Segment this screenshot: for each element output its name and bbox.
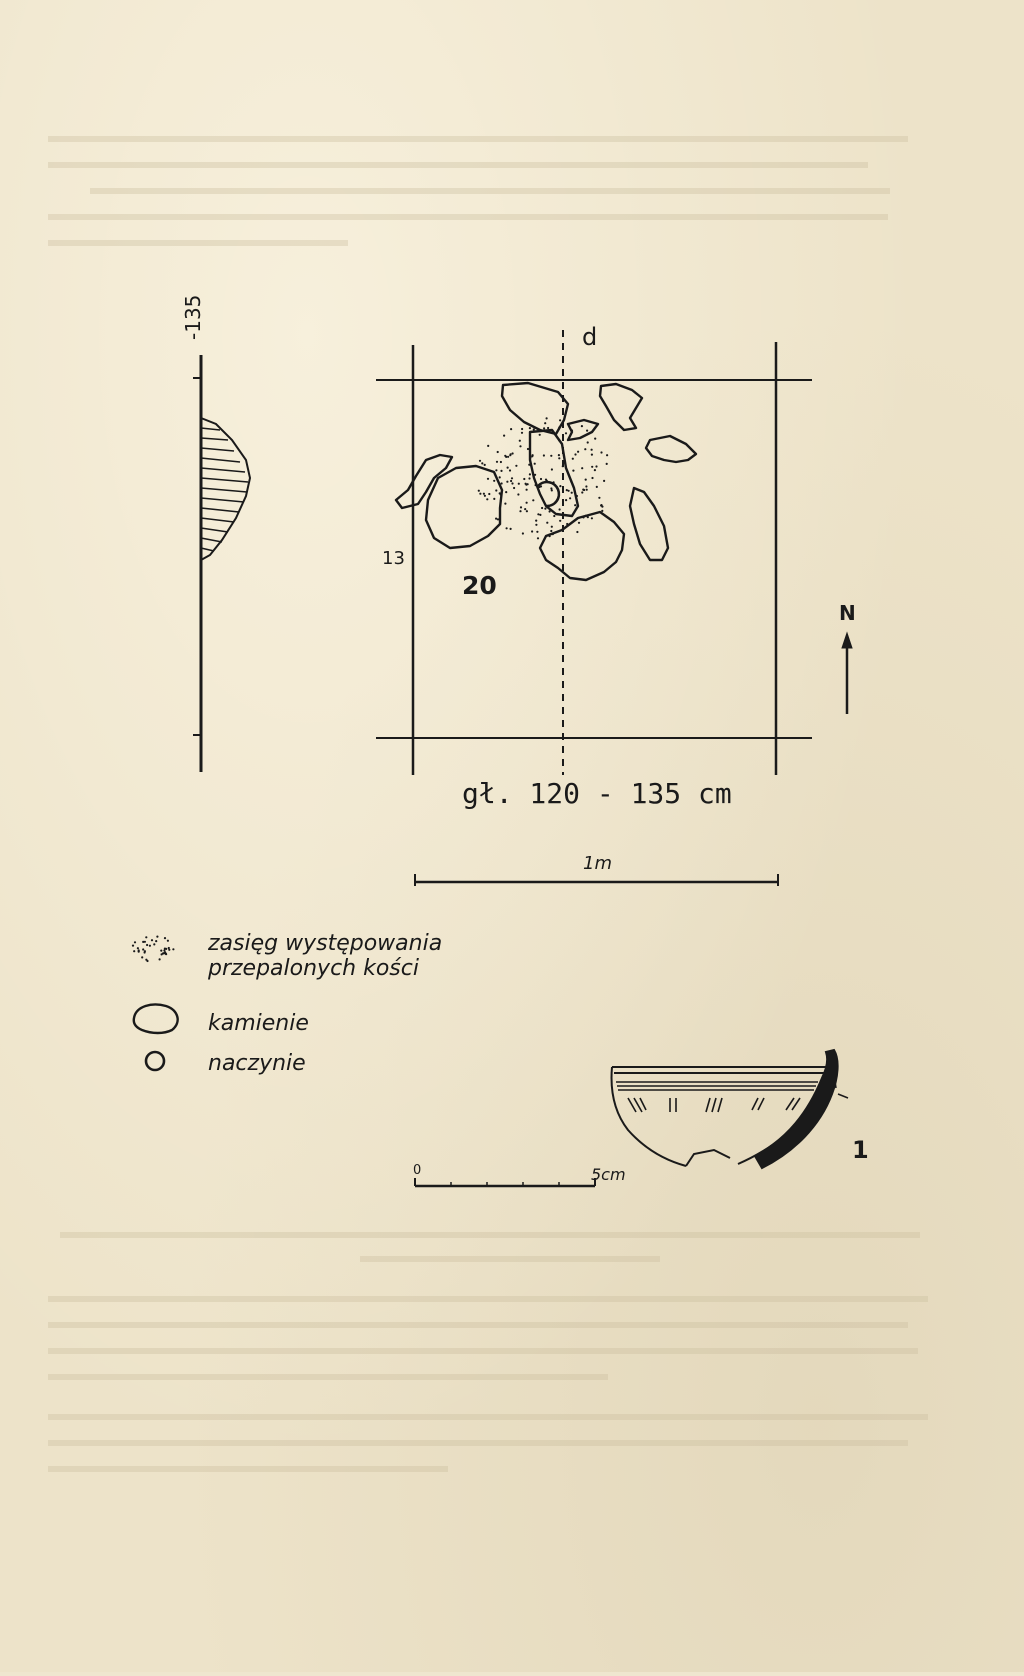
stone-6 xyxy=(396,455,452,508)
stipple-dot xyxy=(529,427,531,429)
stipple-dot xyxy=(487,478,489,480)
stipple-dot xyxy=(159,958,161,960)
stipple-dot xyxy=(594,438,596,440)
stipple-dot xyxy=(164,948,166,950)
stipple-dot xyxy=(586,489,588,491)
stipple-dot xyxy=(544,422,546,424)
stipple-dot xyxy=(511,452,513,454)
stipple-dot xyxy=(519,440,521,442)
stipple-dot xyxy=(137,947,139,949)
section-depth-label: -135 xyxy=(181,294,205,340)
stipple-dot xyxy=(519,510,521,512)
stipple-dot xyxy=(578,522,580,524)
find-scale-label: 5cm xyxy=(591,1165,626,1184)
find-number: 1 xyxy=(852,1136,869,1164)
stipple-dot xyxy=(164,937,166,939)
stipple-dot xyxy=(574,504,576,506)
stipple-dot xyxy=(146,944,148,946)
stipple-dot xyxy=(591,454,593,456)
north-arrow-icon xyxy=(842,633,852,714)
stipple-dot xyxy=(535,520,537,522)
stipple-dot xyxy=(540,478,542,480)
stipple-dot xyxy=(497,518,499,520)
legend xyxy=(132,931,442,1076)
stipple-dot xyxy=(571,492,573,494)
stipple-dot xyxy=(515,465,517,467)
depth-caption: gł. 120 - 135 cm xyxy=(462,777,732,810)
stipple-dot xyxy=(572,470,574,472)
stipple-dot xyxy=(493,480,495,482)
stipple-dot xyxy=(504,455,506,457)
stipple-dot xyxy=(606,463,608,465)
stipple-dot xyxy=(510,480,512,482)
find-scale-zero: 0 xyxy=(413,1163,422,1178)
stipple-dot xyxy=(562,465,564,467)
stipple-dot xyxy=(496,461,498,463)
stipple-dot xyxy=(603,480,605,482)
stipple-dot xyxy=(520,506,522,508)
stipple-dot xyxy=(565,432,567,434)
stipple-dot xyxy=(486,498,488,500)
stipple-dot xyxy=(553,515,555,517)
stipple-dot xyxy=(585,485,587,487)
stipple-dot xyxy=(576,531,578,533)
stipple-dot xyxy=(537,537,539,539)
section-profile xyxy=(193,355,250,772)
stipple-dot xyxy=(497,451,499,453)
stone-7 xyxy=(426,466,502,548)
plan-scale-label: 1m xyxy=(583,853,612,874)
stipple-dot xyxy=(504,503,506,505)
stipple-dot xyxy=(547,427,549,429)
stipple-dot xyxy=(584,448,586,450)
plan-grid xyxy=(376,330,812,775)
stipple-dot xyxy=(167,940,169,942)
stipple-dot xyxy=(577,451,579,453)
stipple-dot xyxy=(505,491,507,493)
stipple-dot xyxy=(161,953,163,955)
stipple-dot xyxy=(600,451,602,453)
stipple-dot xyxy=(513,487,515,489)
stipple-dot xyxy=(523,478,525,480)
stipple-dot xyxy=(500,461,502,463)
bleed-through-bottom xyxy=(48,1232,928,1472)
legend-bones-line2: przepalonych kości xyxy=(208,956,419,981)
stipple-dot xyxy=(586,430,588,432)
stipple-dot xyxy=(138,951,140,953)
stipple-dot xyxy=(144,951,146,953)
feature-number: 20 xyxy=(462,571,497,600)
stipple-dot xyxy=(591,449,593,451)
stipple-dot xyxy=(581,467,583,469)
stipple-dot xyxy=(536,531,538,533)
stipple-dot xyxy=(566,489,568,491)
stipple-dot xyxy=(529,473,531,475)
stipple-dot xyxy=(142,941,144,943)
stipple-dot xyxy=(484,464,486,466)
stone-legend-icon xyxy=(134,1005,178,1034)
stipple-dot xyxy=(507,456,509,458)
stipple-dot xyxy=(543,454,545,456)
stipple-dot xyxy=(574,453,576,455)
stipple-dot xyxy=(145,936,147,938)
stipple-dot xyxy=(591,517,593,519)
stipple-dot xyxy=(526,510,528,512)
stipple-dot xyxy=(149,945,151,947)
stipple-dot xyxy=(525,484,527,486)
stone-5 xyxy=(646,436,696,462)
plan-scale-bar xyxy=(415,874,778,886)
stipple-dot xyxy=(501,482,503,484)
grid-row-label: 13 xyxy=(382,548,405,569)
stipple-dot xyxy=(532,454,534,456)
stipple-dot xyxy=(535,524,537,526)
stipple-dot xyxy=(582,489,584,491)
stone-2 xyxy=(600,384,642,430)
stipple-dot xyxy=(484,495,486,497)
find-scale-bar xyxy=(415,1178,595,1186)
stipple-dot xyxy=(151,939,153,941)
stipple-dot xyxy=(551,489,553,491)
stipple-dot xyxy=(532,499,534,501)
stipple-dot xyxy=(519,445,521,447)
stipple-dot xyxy=(539,514,541,516)
stipple-dot xyxy=(168,949,170,951)
stipple-dot xyxy=(488,493,490,495)
stipple-dot xyxy=(506,481,508,483)
stipple-dot xyxy=(587,441,589,443)
stipple-dot xyxy=(487,445,489,447)
stipple-dot xyxy=(528,477,530,479)
vessel-legend-icon xyxy=(146,1052,164,1070)
stipple-dot xyxy=(533,428,535,430)
stipple-dot xyxy=(142,948,144,950)
stipple-dot xyxy=(526,489,528,491)
stipple-dot xyxy=(507,467,509,469)
stone-9 xyxy=(540,512,624,580)
grid-line-label: d xyxy=(582,323,598,351)
stipple-dot xyxy=(521,428,523,430)
stipple-dot xyxy=(559,508,561,510)
stipple-dot xyxy=(591,466,593,468)
stipple-dot xyxy=(539,434,541,436)
legend-stones: kamienie xyxy=(208,1011,309,1036)
stipple-dot xyxy=(481,462,483,464)
legend-bones-line1: zasięg występowania xyxy=(208,931,443,956)
stipple-dot xyxy=(500,470,502,472)
stipple-dot xyxy=(596,486,598,488)
stipple-dot xyxy=(558,457,560,459)
stipple-dot xyxy=(550,530,552,532)
stipple-dot xyxy=(503,435,505,437)
stipple-dot xyxy=(550,455,552,457)
bleed-through-top xyxy=(48,136,908,246)
stipple-dot xyxy=(558,454,560,456)
stipple-dot xyxy=(145,959,147,961)
stipple-dot xyxy=(510,528,512,530)
stipple-dot xyxy=(511,477,513,479)
stipple-dot xyxy=(517,493,519,495)
stipple-dot xyxy=(594,469,596,471)
stipple-dot xyxy=(483,493,485,495)
north-label: N xyxy=(839,601,856,625)
stipple-dot xyxy=(544,508,546,510)
stipple-dot xyxy=(534,463,536,465)
stipple-dot xyxy=(132,945,134,947)
stipple-dot xyxy=(160,950,162,952)
stipple-dot xyxy=(495,518,497,520)
stipple-dot xyxy=(551,468,553,470)
stipple-dot xyxy=(521,432,523,434)
stipple-dot xyxy=(559,485,561,487)
stipple-dot xyxy=(551,526,553,528)
stipple-dot xyxy=(541,507,543,509)
stipple-dot xyxy=(495,469,497,471)
stipple-dot xyxy=(518,483,520,485)
stipple-dot xyxy=(493,498,495,500)
stipple-dot xyxy=(595,465,597,467)
bones-legend-icon xyxy=(132,936,175,963)
stipple-dot xyxy=(495,489,497,491)
stipple-dot xyxy=(141,956,143,958)
stipple-dot xyxy=(543,427,545,429)
stipple-dot xyxy=(526,502,528,504)
stipple-dot xyxy=(531,530,533,532)
stipple-dot xyxy=(550,487,552,489)
stipple-dot xyxy=(522,532,524,534)
stipple-dot xyxy=(509,469,511,471)
stipple-dot xyxy=(499,476,501,478)
stipple-dot xyxy=(172,948,174,950)
stipple-dot xyxy=(511,482,513,484)
stipple-dot xyxy=(509,454,511,456)
stipple-dot xyxy=(478,490,480,492)
stipple-dot xyxy=(165,953,167,955)
pottery-drawing xyxy=(612,1050,848,1168)
stipple-dot xyxy=(153,943,155,945)
legend-vessel: naczynie xyxy=(208,1051,306,1076)
stipple-dot xyxy=(163,949,165,951)
stipple-dot xyxy=(591,477,593,479)
stipple-dot xyxy=(479,460,481,462)
stipple-dot xyxy=(546,522,548,524)
stipple-dot xyxy=(479,493,481,495)
stipple-dot xyxy=(156,936,158,938)
stipple-dot xyxy=(506,527,508,529)
stipple-dot xyxy=(155,940,157,942)
stipple-dot xyxy=(565,499,567,501)
stipple-dot xyxy=(524,508,526,510)
stipple-dot xyxy=(572,458,574,460)
stipple-dot xyxy=(527,448,529,450)
stipple-dot xyxy=(510,428,512,430)
stipple-dot xyxy=(569,497,571,499)
stipple-dot xyxy=(559,520,561,522)
stipple-dot xyxy=(600,504,602,506)
stipple-dot xyxy=(581,491,583,493)
stipple-dot xyxy=(581,425,583,427)
stipple-dot xyxy=(559,419,561,421)
stipple-dot xyxy=(606,454,608,456)
stipple-dot xyxy=(546,417,548,419)
stone-8 xyxy=(630,488,668,560)
stipple-dot xyxy=(598,497,600,499)
stipple-dot xyxy=(585,479,587,481)
stone-1 xyxy=(502,383,568,434)
stipple-dot xyxy=(537,513,539,515)
stipple-dot xyxy=(134,941,136,943)
stipple-dot xyxy=(133,950,135,952)
